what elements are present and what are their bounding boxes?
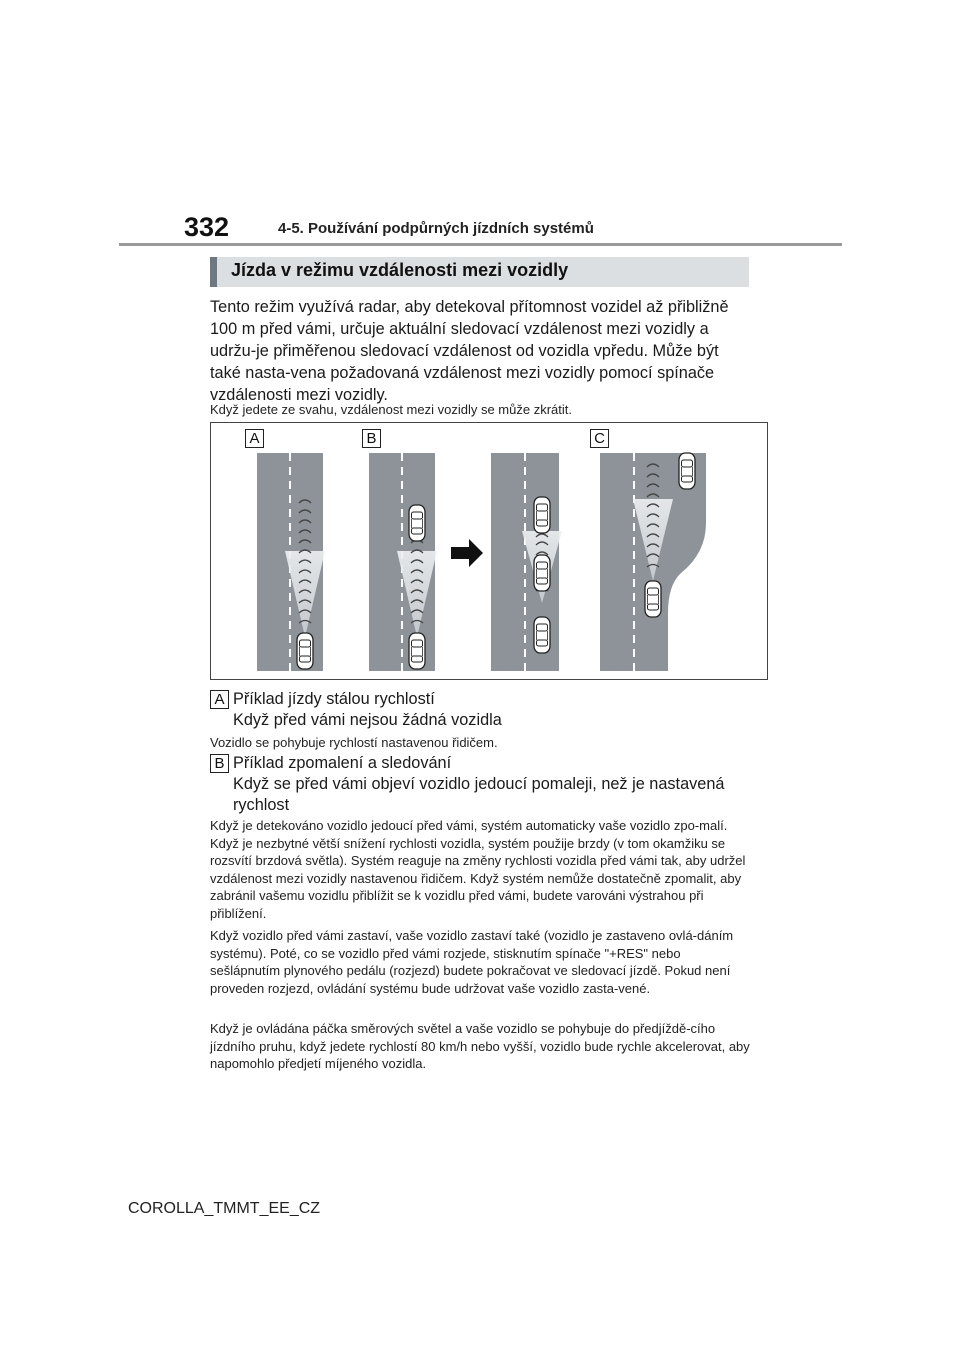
lead-car-c — [679, 453, 695, 489]
transition-arrow — [451, 539, 483, 567]
footer-code: COROLLA_TMMT_EE_CZ — [128, 1200, 321, 1217]
diagram-label-c: C — [590, 429, 609, 448]
own-car-a — [297, 633, 313, 669]
lead-car-b — [409, 505, 425, 541]
diagram-label-a: A — [245, 429, 264, 448]
acc-diagram-illustration — [211, 423, 769, 681]
item-b-marker: B — [210, 754, 229, 773]
section-title: Jízda v režimu vzdálenosti mezi vozidly — [231, 260, 569, 280]
header-rule — [119, 243, 842, 246]
page-number: 332 — [184, 212, 230, 242]
chapter-title: 4-5. Používání podpůrných jízdních systémů — [278, 220, 594, 237]
item-a-title: Příklad jízdy stálou rychlostí — [233, 690, 435, 708]
item-a-marker: A — [210, 690, 229, 709]
own-car-b — [409, 633, 425, 669]
acc-diagram — [210, 422, 768, 680]
own-car-b2 — [534, 617, 550, 653]
lead-car-b2 — [534, 497, 550, 533]
item-b-text-1: Když je detekováno vozidlo jedoucí před vámi, systém automaticky vaše vozidlo zpo-malí. Když je nezbytné větší snížení rychlosti vozidla, systém použije brzdy (v tom okamžiku se rozsvítí brzdová světla). Systém reaguje na změny rychlosti vozidla před vámi tak, aby udržel vzdálenost mezi vozidly nastavenou řidičem. Když systém nemůže dostatečně zpomalit, aby zabránil vašemu vozidlu přiblížit se k vozidlu před vámi, budete varováni výstrahou při přiblížení. — [210, 818, 746, 921]
own-car-c — [645, 581, 661, 617]
item-b-title: Příklad zpomalení a sledování — [233, 754, 452, 772]
slope-note: Když jedete ze svahu, vzdálenost mezi vozidly se může zkrátit. — [210, 402, 572, 417]
section-heading-bar — [210, 257, 749, 287]
middle-car-b2 — [534, 555, 550, 591]
item-a-text: Vozidlo se pohybuje rychlostí nastavenou řidičem. — [210, 735, 498, 750]
item-b-text-2: Když vozidlo před vámi zastaví, vaše vozidlo zastaví také (vozidlo je zastaveno ovlá-dáním systému). Poté, co se vozidlo před vámi rozjede, stisknutím spínače "+RES" nebo sešlápnutím plynového pedálu (rozjezd) budete pokračovat ve sledovací jízdě. Pokud není proveden rozjezd, ovládání systému bude udržovat vaše vozidlo zasta-vené. — [210, 928, 734, 996]
intro-paragraph: Tento režim využívá radar, aby detekoval přítomnost vozidel až přibližně 100 m před vámi, určuje aktuální sledovací vzdálenost mezi vozidly a udržu-je přiměřenou sledovací vzdálenost od vozidla vpředu. Může být také nasta-vena požadovaná vzdálenost mezi vozidly pomocí spínače vzdálenosti mezi vozidly. — [210, 298, 729, 404]
item-b-text-3: Když je ovládána páčka směrových světel a vaše vozidlo se pohybuje do předjíždě-cího jízdního pruhu, když jedete rychlostí 80 km/h nebo vyšší, vozidlo bude rychle akcelerovat, aby napomohlo předjetí míjeného vozidla. — [210, 1021, 750, 1072]
diagram-label-b: B — [362, 429, 381, 448]
item-a-subtitle: Když před vámi nejsou žádná vozidla — [233, 711, 502, 729]
item-b-subtitle: Když se před vámi objeví vozidlo jedoucí pomaleji, než je nastavená rychlost — [233, 775, 725, 814]
